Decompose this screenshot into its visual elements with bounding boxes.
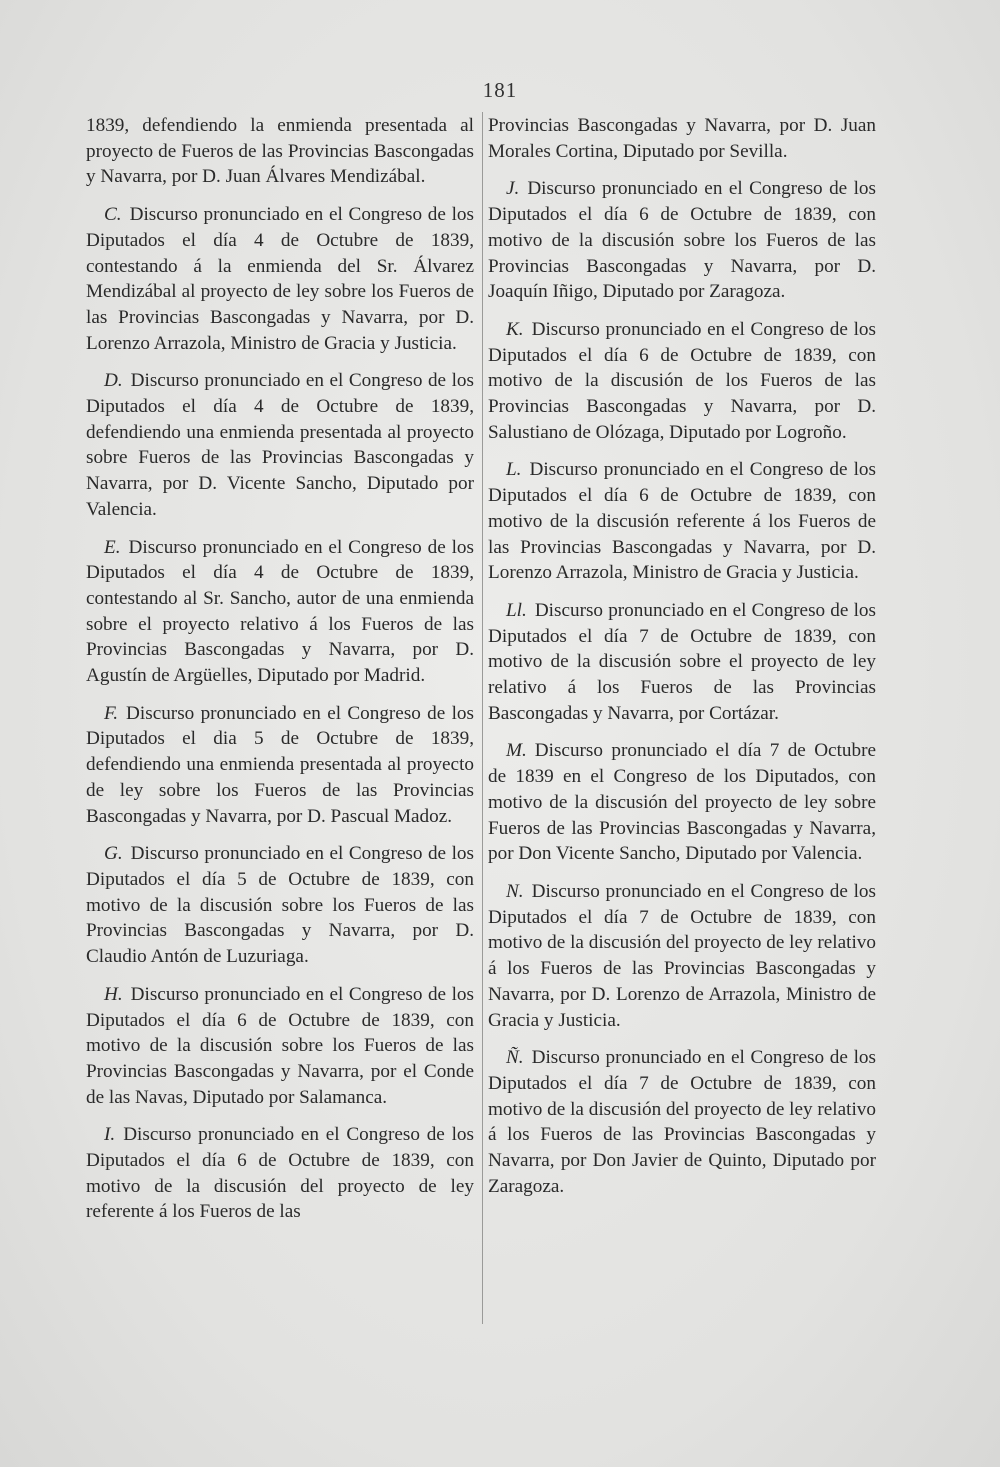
entry-l [488,457,876,586]
entry-letter: J. [506,178,520,200]
entry-text: Discurso pronunciado en el Congreso de los Diputados el día 5 de Octubre de 1839, con motivo de la discusión sobre los Fueros de las Provincias Bascongadas y Navarra, por D. Claudio Antón de Luzuriaga. [86,843,474,968]
entry-text: Discurso pronunciado en el Congreso de los Diputados el día 6 de Octubre de 1839, con motivo de la discusión del proyecto de ley referente á los Fueros de las [86,1124,474,1223]
entry-letter: C. [104,204,122,226]
entry-text: 1839, defendiendo la enmienda presentada al proyecto de Fueros de las Provincias Bascongadas y Navarra, por D. Juan Álvares Mendizábal. [86,115,474,188]
left-column [86,113,474,1237]
entry-text: Discurso pronunciado en el Congreso de los Diputados el día 6 de Octubre de 1839, con motivo de la discusión referente á los Fueros de las Provincias Bascongadas y Navarra, por D. Lorenzo Arrazola, Ministro de Gracia y Justicia. [488,459,876,584]
entry-letter: K. [506,318,524,340]
entry-continuation [86,113,474,190]
entry-letter: F. [104,702,119,724]
entry-text: Discurso pronunciado en el Congreso de los Diputados el día 7 de Octubre de 1839, con motivo de la discusión sobre el proyecto de ley relativo á los Fueros de las Provincias Bascongadas y Navarra, por Cortázar. [488,599,876,724]
entry-text: Discurso pronunciado en el Congreso de los Diputados el día 6 de Octubre de 1839, con motivo de la discusión de los Fueros de las Provincias Bascongadas y Navarra, por D. Salustiano de Olózaga, Diputado por Logroño. [488,318,876,443]
entry-text: Discurso pronunciado en el Congreso de los Diputados el día 7 de Octubre de 1839, con motivo de la discusión del proyecto de ley relativo á los Fueros de las Provincias Bascongadas y Navarra, por Don Javier de Quinto, Diputado por Zaragoza. [488,1047,876,1197]
entry-letter: Ll. [506,599,527,621]
entry-letter: D. [104,370,123,392]
entry-text: Discurso pronunciado en el Congreso de los Diputados el día 6 de Octubre de 1839, con motivo de la discusión sobre los Fueros de las Provincias Bascongadas y Navarra, por D. Joaquín Iñigo, Diputado por Zaragoza. [488,178,876,303]
entry-enye [488,1045,876,1199]
entry-k [488,317,876,446]
entry-text: Discurso pronunciado en el Congreso de los Diputados el día 4 de Octubre de 1839, contestando al Sr. Sancho, autor de una enmienda sobre el proyecto relativo á los Fueros de las Provincias Bascongadas y Navarra, por D. Agustín de Argüelles, Diputado por Madrid. [86,536,474,687]
entry-ll [488,598,876,727]
entry-letter: E. [104,536,121,558]
entry-letter: G. [104,843,123,865]
entry-e [86,535,474,689]
entry-n [488,879,876,1033]
entry-continuation [488,113,876,164]
entry-h [86,982,474,1111]
entry-letter: N. [506,880,524,902]
right-column [488,113,876,1211]
column-divider [482,112,483,1324]
entry-i [86,1122,474,1225]
entry-d [86,368,474,522]
entry-text: Discurso pronunciado en el Congreso de los Diputados el día 4 de Octubre de 1839, contestando á la enmienda del Sr. Álvarez Mendizábal al proyecto de ley sobre los Fueros de las Provincias Bascongadas y Navarra, por D. Lorenzo Arrazola, Ministro de Gracia y Justicia. [86,204,474,354]
entry-c [86,202,474,356]
entry-letter: I. [104,1124,116,1146]
entry-f [86,701,474,830]
entry-text: Discurso pronunciado en el Congreso de los Diputados el dia 5 de Octubre de 1839, defendiendo una enmienda presentada al proyecto de ley sobre los Fueros de las Provincias Bascongadas y Navarra, por D. Pascual Madoz. [86,702,474,827]
entry-g [86,841,474,970]
entry-text: Discurso pronunciado en el Congreso de los Diputados el día 7 de Octubre de 1839, con motivo de la discusión del proyecto de ley relativo á los Fueros de las Provincias Bascongadas y Navarra, por D. Lorenzo de Arrazola, Ministro de Gracia y Justicia. [488,880,876,1031]
entry-text: Discurso pronunciado el día 7 de Octubre de 1839 en el Congreso de los Diputados, con motivo de la discusión del proyecto de ley sobre Fueros de las Provincias Bascongadas y Navarra, por Don Vicente Sancho, Diputado por Valencia. [488,740,876,865]
entry-m [488,738,876,867]
entry-letter: Ñ. [506,1047,524,1069]
entry-text: Discurso pronunciado en el Congreso de los Diputados el día 6 de Octubre de 1839, con motivo de la discusión sobre los Fueros de las Provincias Bascongadas y Navarra, por el Conde de las Navas, Diputado por Salamanca. [86,983,474,1108]
entry-letter: H. [104,983,123,1005]
entry-text: Provincias Bascongadas y Navarra, por D. Juan Morales Cortina, Diputado por Sevilla. [488,115,876,162]
entry-text: Discurso pronunciado en el Congreso de los Diputados el día 4 de Octubre de 1839, defendiendo una enmienda presentada al proyecto sobre Fueros de las Provincias Bascongadas y Navarra, por D. Vicente Sancho, Diputado por Valencia. [86,370,474,520]
entry-j [488,176,876,305]
page-number: 181 [482,78,518,102]
entry-letter: M. [506,740,527,762]
entry-letter: L. [506,459,522,481]
